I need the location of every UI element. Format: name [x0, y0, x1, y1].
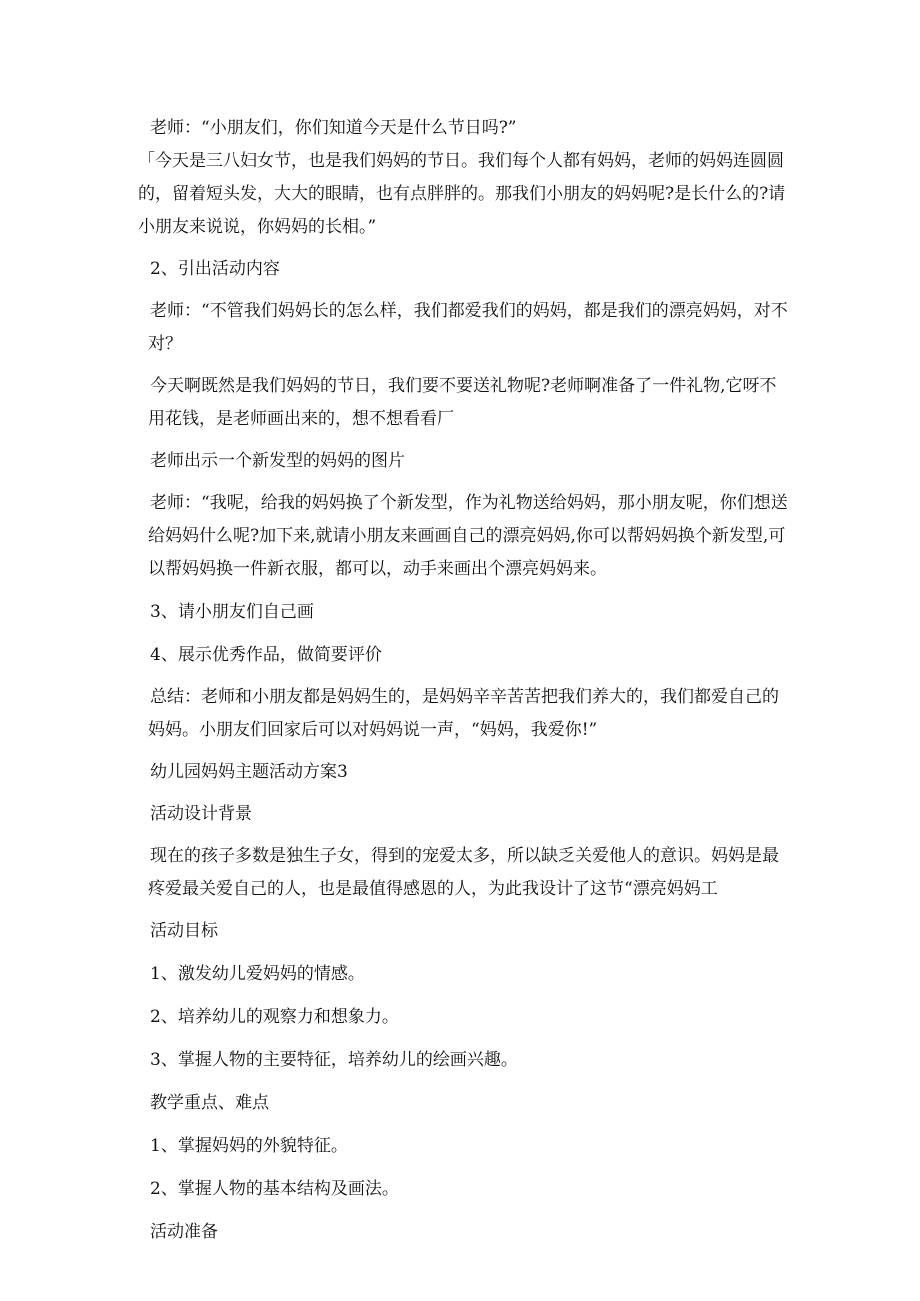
goal-item-2: 2、培养幼儿的观察力和想象力。 — [150, 1007, 399, 1027]
heading-design-background: 活动设计背景 — [150, 804, 252, 824]
heading-introduce-activity: 2、引出活动内容 — [150, 259, 280, 279]
heading-kids-draw: 3、请小朋友们自己画 — [150, 602, 314, 622]
paragraph-show-picture: 老师出示一个新发型的妈妈的图片 — [150, 451, 405, 471]
paragraph-new-hairstyle: 老师：“我呢，给我的妈妈换了个新发型，作为礼物送给妈妈，那小朋友呢，你们想送给妈妈什么呢?加下来,就请小朋友来画画自己的漂亮妈妈,你可以帮妈妈换个新发型,可以帮妈妈换一件新衣服，都可以，动手来画出个漂亮妈妈来。 — [148, 493, 788, 579]
heading-plan-3: 幼儿园妈妈主题活动方案3 — [150, 762, 348, 782]
paragraph-womens-day: 「今天是三八妇女节，也是我们妈妈的节日。我们每个人都有妈妈，老师的妈妈连圆圆的，留着短头发，大大的眼睛，也有点胖胖的。那我们小朋友的妈妈呢?是长什么的?请小朋友来说说，你妈妈的长相。” — [138, 151, 786, 237]
paragraph-gift: 今天啊既然是我们妈妈的节日，我们要不要送礼物呢?老师啊准备了一件礼物,它呀不用花钱，是老师画出来的，想不想看看厂 — [148, 376, 777, 429]
paragraph-teacher-question: 老师：“小朋友们，你们知道今天是什么节日吗?” — [150, 118, 517, 138]
document-body — [138, 112, 788, 1249]
paragraph-love-mothers: 老师：“不管我们妈妈长的怎么样，我们都爱我们的妈妈，都是我们的漂亮妈妈，对不对？ — [148, 301, 788, 354]
key-point-item-2: 2、掌握人物的基本结构及画法。 — [150, 1179, 399, 1199]
goal-item-3: 3、掌握人物的主要特征，培养幼儿的绘画兴趣。 — [150, 1050, 518, 1070]
paragraph-summary: 总结：老师和小朋友都是妈妈生的，是妈妈辛辛苦苦把我们养大的，我们都爱自己的妈妈。小朋友们回家后可以对妈妈说一声，“妈妈，我爱你!” — [148, 687, 779, 740]
heading-show-works: 4、展示优秀作品，做简要评价 — [150, 645, 382, 665]
heading-key-points: 教学重点、难点 — [150, 1093, 269, 1113]
heading-activity-goals: 活动目标 — [150, 921, 218, 941]
heading-preparation: 活动准备 — [150, 1222, 218, 1242]
key-point-item-1: 1、掌握妈妈的外貌特征。 — [150, 1136, 348, 1156]
goal-item-1: 1、激发幼儿爱妈妈的情感。 — [150, 964, 365, 984]
paragraph-background: 现在的孩子多数是独生子女，得到的宠爱太多，所以缺乏关爱他人的意识。妈妈是最疼爱最关爱自己的人，也是最值得感恩的人，为此我设计了这节“漂亮妈妈工 — [148, 846, 779, 899]
